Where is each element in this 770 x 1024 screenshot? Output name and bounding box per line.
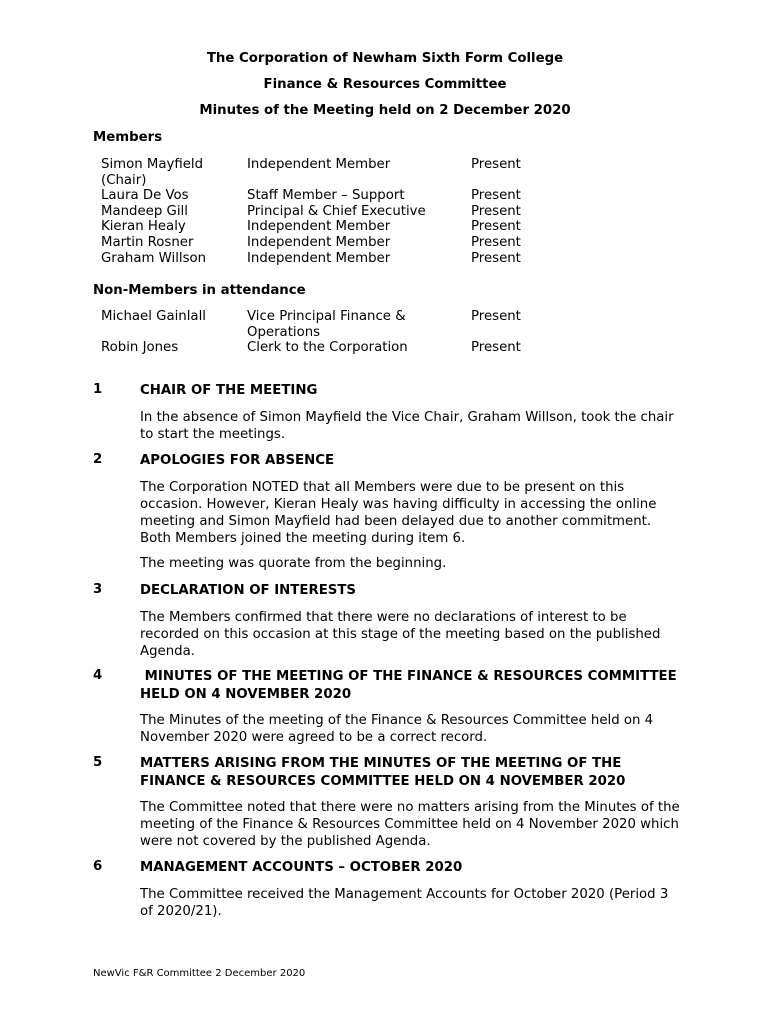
member-role: Independent Member (247, 250, 391, 266)
member-role: Independent Member (247, 234, 391, 250)
item-paragraph: The Corporation NOTED that all Members were due to be present on this occasion. However, Kieran Healy was having difficulty in accessing the online meeting and Simon Mayfield had been delayed due to another commitment. Both Members joined the meeting during item 6. (140, 480, 657, 546)
member-role: Staff Member – Support (247, 188, 405, 204)
member-role: Independent Member (247, 219, 391, 235)
item-heading: MINUTES OF THE MEETING OF THE FINANCE & RESOURCES COMMITTEE HELD ON 4 NOVEMBER 2020 (140, 669, 682, 702)
member-row (101, 251, 541, 267)
member-name: Graham Willson (101, 250, 207, 266)
page-footer: NewVic F&R Committee 2 December 2020 (93, 968, 306, 979)
attendee-status: Present (471, 340, 521, 356)
item-number: 4 (93, 668, 103, 683)
attendee-row (101, 309, 541, 340)
member-status: Present (471, 157, 521, 172)
member-row (101, 157, 541, 188)
member-role: Independent Member (247, 157, 391, 172)
member-name: Simon Mayfield (Chair) (101, 157, 204, 188)
attendee-role: Clerk to the Corporation (247, 340, 408, 356)
member-row (101, 188, 541, 204)
item-number: 3 (93, 582, 103, 597)
document-title-corporation: The Corporation of Newham Sixth Form College (206, 51, 564, 66)
members-heading: Members (93, 130, 163, 145)
item-heading: DECLARATION OF INTERESTS (140, 583, 357, 598)
item-heading: MATTERS ARISING FROM THE MINUTES OF THE MEETING OF THE FINANCE & RESOURCES COMMITTEE HELD ON 4 NOVEMBER 2020 (140, 756, 626, 789)
attendee-row (101, 340, 541, 356)
member-name: Martin Rosner (101, 234, 194, 250)
item-paragraph: The Members confirmed that there were no declarations of interest to be recorded on this occasion at this stage of the meeting based on the published Agenda. (140, 610, 661, 659)
item-paragraph: The Minutes of the meeting of the Finance & Resources Committee held on 4 November 2020 were agreed to be a correct record. (140, 713, 654, 745)
item-paragraph: The meeting was quorate from the beginning. (140, 556, 447, 571)
attendee-name: Robin Jones (101, 340, 179, 356)
item-number: 6 (93, 859, 103, 874)
non-members-table (101, 309, 541, 356)
member-status: Present (471, 188, 521, 204)
member-name: Kieran Healy (101, 219, 186, 235)
item-number: 2 (93, 452, 103, 467)
item-number: 1 (93, 382, 103, 397)
item-paragraph: The Committee noted that there were no matters arising from the Minutes of the meeting of the Finance & Resources Committee held on 4 November 2020 which were not covered by the published Agenda. (140, 800, 680, 849)
item-heading: CHAIR OF THE MEETING (140, 383, 318, 398)
item-paragraph: The Committee received the Management Accounts for October 2020 (Period 3 of 2020/21). (140, 887, 669, 919)
member-row (101, 204, 541, 220)
member-name: Laura De Vos (101, 188, 189, 204)
attendee-role: Vice Principal Finance & Operations (247, 309, 406, 340)
member-row (101, 219, 541, 235)
member-status: Present (471, 250, 521, 266)
member-row (101, 235, 541, 251)
member-status: Present (471, 219, 521, 235)
attendee-name: Michael Gainlall (101, 309, 206, 324)
item-heading: MANAGEMENT ACCOUNTS – OCTOBER 2020 (140, 860, 463, 875)
attendee-status: Present (471, 309, 521, 324)
member-status: Present (471, 234, 521, 250)
member-status: Present (471, 203, 521, 219)
item-paragraph: In the absence of Simon Mayfield the Vice Chair, Graham Willson, took the chair to start the meetings. (140, 410, 674, 442)
member-role: Principal & Chief Executive (247, 203, 426, 219)
non-members-heading: Non-Members in attendance (93, 283, 306, 298)
member-name: Mandeep Gill (101, 203, 188, 219)
document-title-committee: Finance & Resources Committee (263, 77, 507, 92)
document-title-meeting-date: Minutes of the Meeting held on 2 December 2020 (199, 103, 571, 118)
item-number: 5 (93, 755, 103, 770)
item-heading: APOLOGIES FOR ABSENCE (140, 453, 335, 468)
members-table (101, 157, 541, 266)
